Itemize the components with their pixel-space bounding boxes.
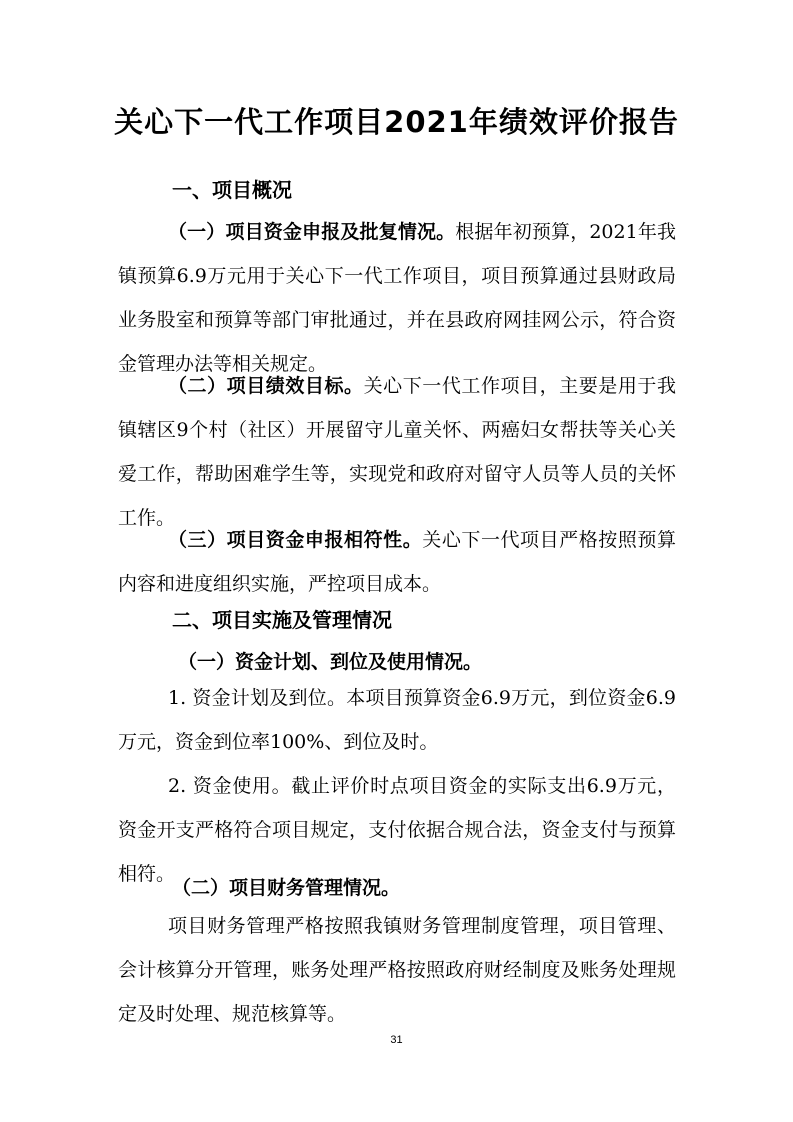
paragraph-label: （三）项目资金申报相符性。 (168, 529, 423, 551)
paragraph-funds-plan: 1. 资金计划及到位。本项目预算资金6.9万元，到位资金6.9万元，资金到位率100%、到位及时。 (118, 687, 676, 753)
paragraph-text: 关心下一代工作项目，主要是用于我镇辖区9个村（社区）开展留守儿童关怀、两癌妇女帮扶等关心关爱工作，帮助困难学生等，实现党和政府对留守人员等人员的关怀工作。 (118, 375, 676, 529)
paragraph-finance-management: 项目财务管理严格按照我镇财务管理制度管理，项目管理、会计核算分开管理，账务处理严格按照政府财经制度及账务处理规定及时处理、规范核算等。 (118, 915, 676, 1025)
paragraph-text: 根据年初预算，2021年我镇预算6.9万元用于关心下一代工作项目，项目预算通过县财政局业务股室和预算等部门审批通过，并在县政府网挂网公示，符合资金管理办法等相关规定。 (118, 221, 676, 375)
section-heading-overview: 一、项目概况 (172, 178, 292, 202)
document-title: 关心下一代工作项目2021年绩效评价报告 (114, 105, 679, 139)
paragraph-conformity (118, 518, 676, 606)
page-number: 31 (390, 1034, 403, 1046)
paragraph-text: 关心下一代项目严格按照预算内容和进度组织实施，严控项目成本。 (118, 529, 676, 595)
paragraph-label: （一）项目资金申报及批复情况。 (168, 221, 456, 243)
paragraph-performance-goal (118, 364, 676, 540)
paragraph-funding-approval (118, 210, 676, 386)
subsection-heading-finance: （二）项目财务管理情况。 (172, 877, 401, 899)
paragraph-funds-usage: 2. 资金使用。截止评价时点项目资金的实际支出6.9万元，资金开支严格符合项目规定，支付依据合规合法，资金支付与预算相符。 (118, 775, 676, 885)
paragraph-label: （二）项目绩效目标。 (168, 375, 364, 397)
section-heading-implementation: 二、项目实施及管理情况 (172, 608, 392, 632)
subsection-heading-funds: （一）资金计划、到位及使用情况。 (178, 651, 483, 673)
